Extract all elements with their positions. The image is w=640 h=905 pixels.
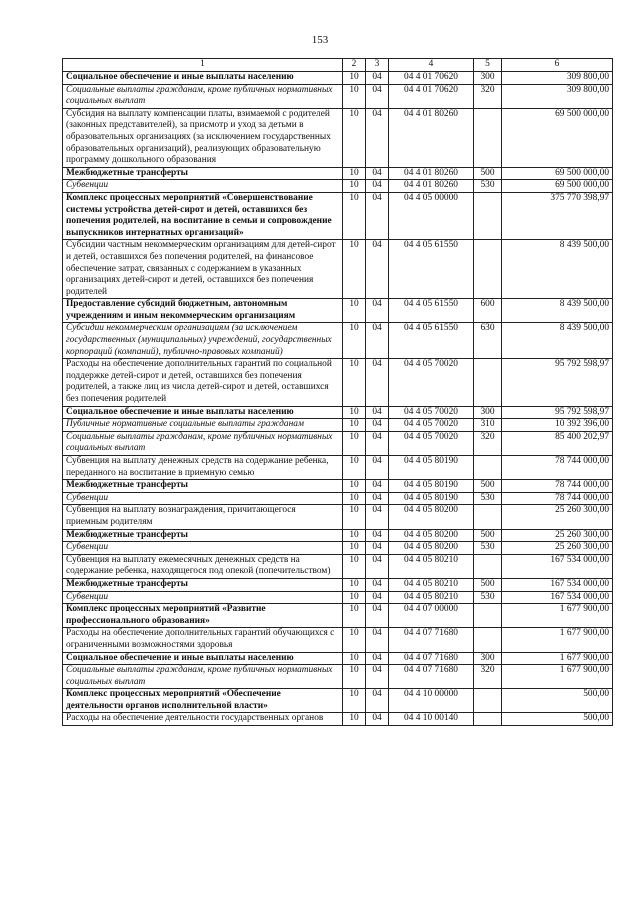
table-row [63,591,613,604]
row-podrazdel-cell: 04 [366,480,389,493]
row-target-article-cell: 04 4 01 80260 [389,108,474,167]
row-podrazdel-cell: 04 [366,554,389,578]
row-amount-cell: 25 260 300,00 [502,505,613,529]
row-name-cell: Предоставление субсидий бюджетным, автономным учреждениям и иным некоммерческим организациям [63,299,343,323]
table-header [63,59,613,72]
row-razdel-cell: 10 [343,505,366,529]
row-target-article-cell: 04 4 01 70620 [389,84,474,108]
row-target-article-cell: 04 4 05 70020 [389,419,474,432]
row-razdel-cell: 10 [343,628,366,652]
row-amount-cell: 78 744 000,00 [502,492,613,505]
row-expense-type-cell [474,505,502,529]
row-amount-cell: 1 677 900,00 [502,665,613,689]
row-razdel-cell: 10 [343,542,366,555]
row-name-cell: Межбюджетные трансферты [63,167,343,180]
table-row [63,406,613,419]
row-name-cell: Субвенция на выплату ежемесячных денежных средств на содержание ребенка, находящегося под опекой (попечительством) [63,554,343,578]
row-expense-type-cell [474,713,502,726]
row-expense-type-cell: 530 [474,591,502,604]
table-row [63,108,613,167]
row-expense-type-cell [474,628,502,652]
row-razdel-cell: 10 [343,480,366,493]
row-name-cell: Социальные выплаты гражданам, кроме публичных нормативных социальных выплат [63,84,343,108]
table-row [63,542,613,555]
row-name-cell: Расходы на обеспечение дополнительных гарантий по социальной поддержке детей-сирот и детей, оставшихся без попечения родителей, а также лиц из числа детей-сирот и детей, оставшихся без попечения родителей [63,359,343,406]
row-amount-cell: 309 800,00 [502,84,613,108]
row-razdel-cell: 10 [343,299,366,323]
row-podrazdel-cell: 04 [366,578,389,591]
row-razdel-cell: 10 [343,689,366,713]
row-podrazdel-cell: 04 [366,180,389,193]
row-target-article-cell: 04 4 05 00000 [389,192,474,239]
row-target-article-cell: 04 4 01 80260 [389,180,474,193]
row-podrazdel-cell: 04 [366,359,389,406]
row-razdel-cell: 10 [343,323,366,359]
row-podrazdel-cell: 04 [366,406,389,419]
row-razdel-cell: 10 [343,554,366,578]
row-target-article-cell: 04 4 05 70020 [389,359,474,406]
table-row [63,72,613,85]
row-name-cell: Межбюджетные трансферты [63,480,343,493]
row-target-article-cell: 04 4 05 61550 [389,240,474,299]
row-expense-type-cell: 300 [474,652,502,665]
row-target-article-cell: 04 4 05 80200 [389,505,474,529]
row-expense-type-cell: 300 [474,406,502,419]
row-target-article-cell: 04 4 05 80210 [389,591,474,604]
row-expense-type-cell: 320 [474,665,502,689]
row-name-cell: Комплекс процессных мероприятий «Обеспечение деятельности органов исполнительной власти» [63,689,343,713]
row-name-cell: Социальные выплаты гражданам, кроме публичных нормативных социальных выплат [63,431,343,455]
header-col-4: 4 [389,59,474,72]
row-podrazdel-cell: 04 [366,689,389,713]
row-razdel-cell: 10 [343,529,366,542]
row-name-cell: Социальное обеспечение и иные выплаты населению [63,72,343,85]
row-amount-cell: 8 439 500,00 [502,240,613,299]
table-row [63,456,613,480]
row-amount-cell: 10 392 396,00 [502,419,613,432]
row-expense-type-cell: 500 [474,529,502,542]
row-name-cell: Субвенции [63,542,343,555]
row-name-cell: Межбюджетные трансферты [63,578,343,591]
row-podrazdel-cell: 04 [366,652,389,665]
row-podrazdel-cell: 04 [366,529,389,542]
table-row [63,604,613,628]
row-expense-type-cell [474,456,502,480]
row-expense-type-cell: 320 [474,431,502,455]
row-name-cell: Субвенции [63,492,343,505]
row-podrazdel-cell: 04 [366,456,389,480]
row-expense-type-cell: 310 [474,419,502,432]
row-name-cell: Расходы на обеспечение дополнительных гарантий обучающихся с ограниченными возможностями здоровья [63,628,343,652]
row-podrazdel-cell: 04 [366,628,389,652]
row-amount-cell: 1 677 900,00 [502,604,613,628]
row-target-article-cell: 04 4 05 80190 [389,456,474,480]
row-razdel-cell: 10 [343,72,366,85]
header-col-3: 3 [366,59,389,72]
table-row [63,359,613,406]
row-name-cell: Расходы на обеспечение деятельности государственных органов [63,713,343,726]
row-podrazdel-cell: 04 [366,84,389,108]
row-podrazdel-cell: 04 [366,542,389,555]
row-target-article-cell: 04 4 05 70020 [389,406,474,419]
page-number: 153 [311,34,329,46]
row-expense-type-cell: 530 [474,492,502,505]
row-podrazdel-cell: 04 [366,72,389,85]
row-name-cell: Комплекс процессных мероприятий «Развитие профессионального образования» [63,604,343,628]
row-expense-type-cell [474,240,502,299]
row-name-cell: Субсидия на выплату компенсации платы, взимаемой с родителей (законных представителей), за присмотр и уход за детьми в образовательных организациях (за исключением государственных образовательных организаций), реализующих образовательную программу дошкольного образования [63,108,343,167]
row-podrazdel-cell: 04 [366,431,389,455]
row-razdel-cell: 10 [343,240,366,299]
row-razdel-cell: 10 [343,167,366,180]
row-amount-cell: 500,00 [502,713,613,726]
row-amount-cell: 78 744 000,00 [502,480,613,493]
header-col-6: 6 [502,59,613,72]
row-expense-type-cell: 630 [474,323,502,359]
row-razdel-cell: 10 [343,359,366,406]
table-row [63,480,613,493]
row-name-cell: Социальное обеспечение и иные выплаты населению [63,652,343,665]
row-target-article-cell: 04 4 10 00000 [389,689,474,713]
table-row [63,431,613,455]
row-expense-type-cell: 500 [474,167,502,180]
row-expense-type-cell [474,604,502,628]
row-target-article-cell: 04 4 05 70020 [389,431,474,455]
row-razdel-cell: 10 [343,652,366,665]
row-expense-type-cell: 300 [474,72,502,85]
row-podrazdel-cell: 04 [366,713,389,726]
row-amount-cell: 167 534 000,00 [502,591,613,604]
table-row [63,240,613,299]
table-row [63,652,613,665]
table-row [63,689,613,713]
row-podrazdel-cell: 04 [366,419,389,432]
table-row [63,192,613,239]
row-podrazdel-cell: 04 [366,604,389,628]
row-razdel-cell: 10 [343,84,366,108]
header-col-2: 2 [343,59,366,72]
row-target-article-cell: 04 4 10 00140 [389,713,474,726]
row-razdel-cell: 10 [343,591,366,604]
row-name-cell: Субвенция на выплату вознаграждения, причитающегося приемным родителям [63,505,343,529]
row-podrazdel-cell: 04 [366,240,389,299]
row-amount-cell: 25 260 300,00 [502,529,613,542]
row-expense-type-cell [474,192,502,239]
row-amount-cell: 309 800,00 [502,72,613,85]
row-razdel-cell: 10 [343,492,366,505]
table-row [63,419,613,432]
budget-table [62,58,613,726]
row-expense-type-cell: 530 [474,542,502,555]
row-razdel-cell: 10 [343,578,366,591]
row-target-article-cell: 04 4 07 71680 [389,652,474,665]
row-expense-type-cell [474,108,502,167]
row-target-article-cell: 04 4 05 80200 [389,542,474,555]
row-target-article-cell: 04 4 01 80260 [389,167,474,180]
row-name-cell: Публичные нормативные социальные выплаты гражданам [63,419,343,432]
row-amount-cell: 78 744 000,00 [502,456,613,480]
row-amount-cell: 8 439 500,00 [502,323,613,359]
row-name-cell: Субвенции [63,180,343,193]
row-expense-type-cell [474,359,502,406]
row-expense-type-cell: 500 [474,480,502,493]
row-target-article-cell: 04 4 07 71680 [389,665,474,689]
row-razdel-cell: 10 [343,665,366,689]
row-target-article-cell: 04 4 05 80190 [389,492,474,505]
row-razdel-cell: 10 [343,456,366,480]
row-podrazdel-cell: 04 [366,665,389,689]
row-podrazdel-cell: 04 [366,167,389,180]
row-target-article-cell: 04 4 05 80210 [389,578,474,591]
row-amount-cell: 95 792 598,97 [502,359,613,406]
table-row [63,505,613,529]
row-amount-cell: 85 400 202,97 [502,431,613,455]
row-expense-type-cell: 530 [474,180,502,193]
row-amount-cell: 95 792 598,97 [502,406,613,419]
table-row [63,167,613,180]
row-name-cell: Субсидии некоммерческим организациям (за исключением государственных (муниципальных) учреждений, государственных корпораций (компаний), публично-правовых компаний) [63,323,343,359]
row-target-article-cell: 04 4 05 61550 [389,323,474,359]
row-amount-cell: 69 500 000,00 [502,108,613,167]
row-target-article-cell: 04 4 01 70620 [389,72,474,85]
row-amount-cell: 69 500 000,00 [502,167,613,180]
table-row [63,84,613,108]
row-expense-type-cell [474,554,502,578]
row-name-cell: Социальное обеспечение и иные выплаты населению [63,406,343,419]
row-name-cell: Субвенция на выплату денежных средств на содержание ребенка, переданного на воспитание в приемную семью [63,456,343,480]
row-razdel-cell: 10 [343,419,366,432]
row-target-article-cell: 04 4 05 80210 [389,554,474,578]
table-row [63,299,613,323]
row-name-cell: Межбюджетные трансферты [63,529,343,542]
table-row [63,554,613,578]
header-col-1: 1 [63,59,343,72]
row-target-article-cell: 04 4 07 00000 [389,604,474,628]
row-podrazdel-cell: 04 [366,192,389,239]
row-expense-type-cell: 500 [474,578,502,591]
row-razdel-cell: 10 [343,406,366,419]
row-target-article-cell: 04 4 07 71680 [389,628,474,652]
table-row [63,529,613,542]
row-podrazdel-cell: 04 [366,323,389,359]
row-podrazdel-cell: 04 [366,492,389,505]
table-row [63,628,613,652]
row-amount-cell: 8 439 500,00 [502,299,613,323]
row-razdel-cell: 10 [343,108,366,167]
header-row [63,59,613,72]
table-row [63,713,613,726]
table-row [63,323,613,359]
row-amount-cell: 167 534 000,00 [502,554,613,578]
row-target-article-cell: 04 4 05 61550 [389,299,474,323]
row-expense-type-cell [474,689,502,713]
row-razdel-cell: 10 [343,180,366,193]
row-razdel-cell: 10 [343,431,366,455]
row-target-article-cell: 04 4 05 80190 [389,480,474,493]
row-amount-cell: 500,00 [502,689,613,713]
row-amount-cell: 1 677 900,00 [502,652,613,665]
row-amount-cell: 167 534 000,00 [502,578,613,591]
row-razdel-cell: 10 [343,604,366,628]
row-expense-type-cell: 600 [474,299,502,323]
row-amount-cell: 25 260 300,00 [502,542,613,555]
row-amount-cell: 375 770 398,97 [502,192,613,239]
table-row [63,180,613,193]
row-name-cell: Социальные выплаты гражданам, кроме публичных нормативных социальных выплат [63,665,343,689]
table-row [63,492,613,505]
row-amount-cell: 1 677 900,00 [502,628,613,652]
row-podrazdel-cell: 04 [366,591,389,604]
header-col-5: 5 [474,59,502,72]
row-name-cell: Субвенции [63,591,343,604]
row-razdel-cell: 10 [343,192,366,239]
table-row [63,665,613,689]
table-row [63,578,613,591]
row-name-cell: Комплекс процессных мероприятий «Совершенствование системы устройства детей-сирот и детей, оставшихся без попечения родителей, на воспитание в семьи и сопровождение выпускников интернатных организаций» [63,192,343,239]
row-target-article-cell: 04 4 05 80200 [389,529,474,542]
row-amount-cell: 69 500 000,00 [502,180,613,193]
row-podrazdel-cell: 04 [366,299,389,323]
row-name-cell: Субсидии частным некоммерческим организациям для детей-сирот и детей, оставшихся без попечения родителей, на финансовое обеспечение затрат, связанных с содержанием в указанных организациях детей-сирот и детей, оставшихся без попечения родителей [63,240,343,299]
row-expense-type-cell: 320 [474,84,502,108]
row-podrazdel-cell: 04 [366,505,389,529]
row-razdel-cell: 10 [343,713,366,726]
table-body [63,72,613,726]
row-podrazdel-cell: 04 [366,108,389,167]
